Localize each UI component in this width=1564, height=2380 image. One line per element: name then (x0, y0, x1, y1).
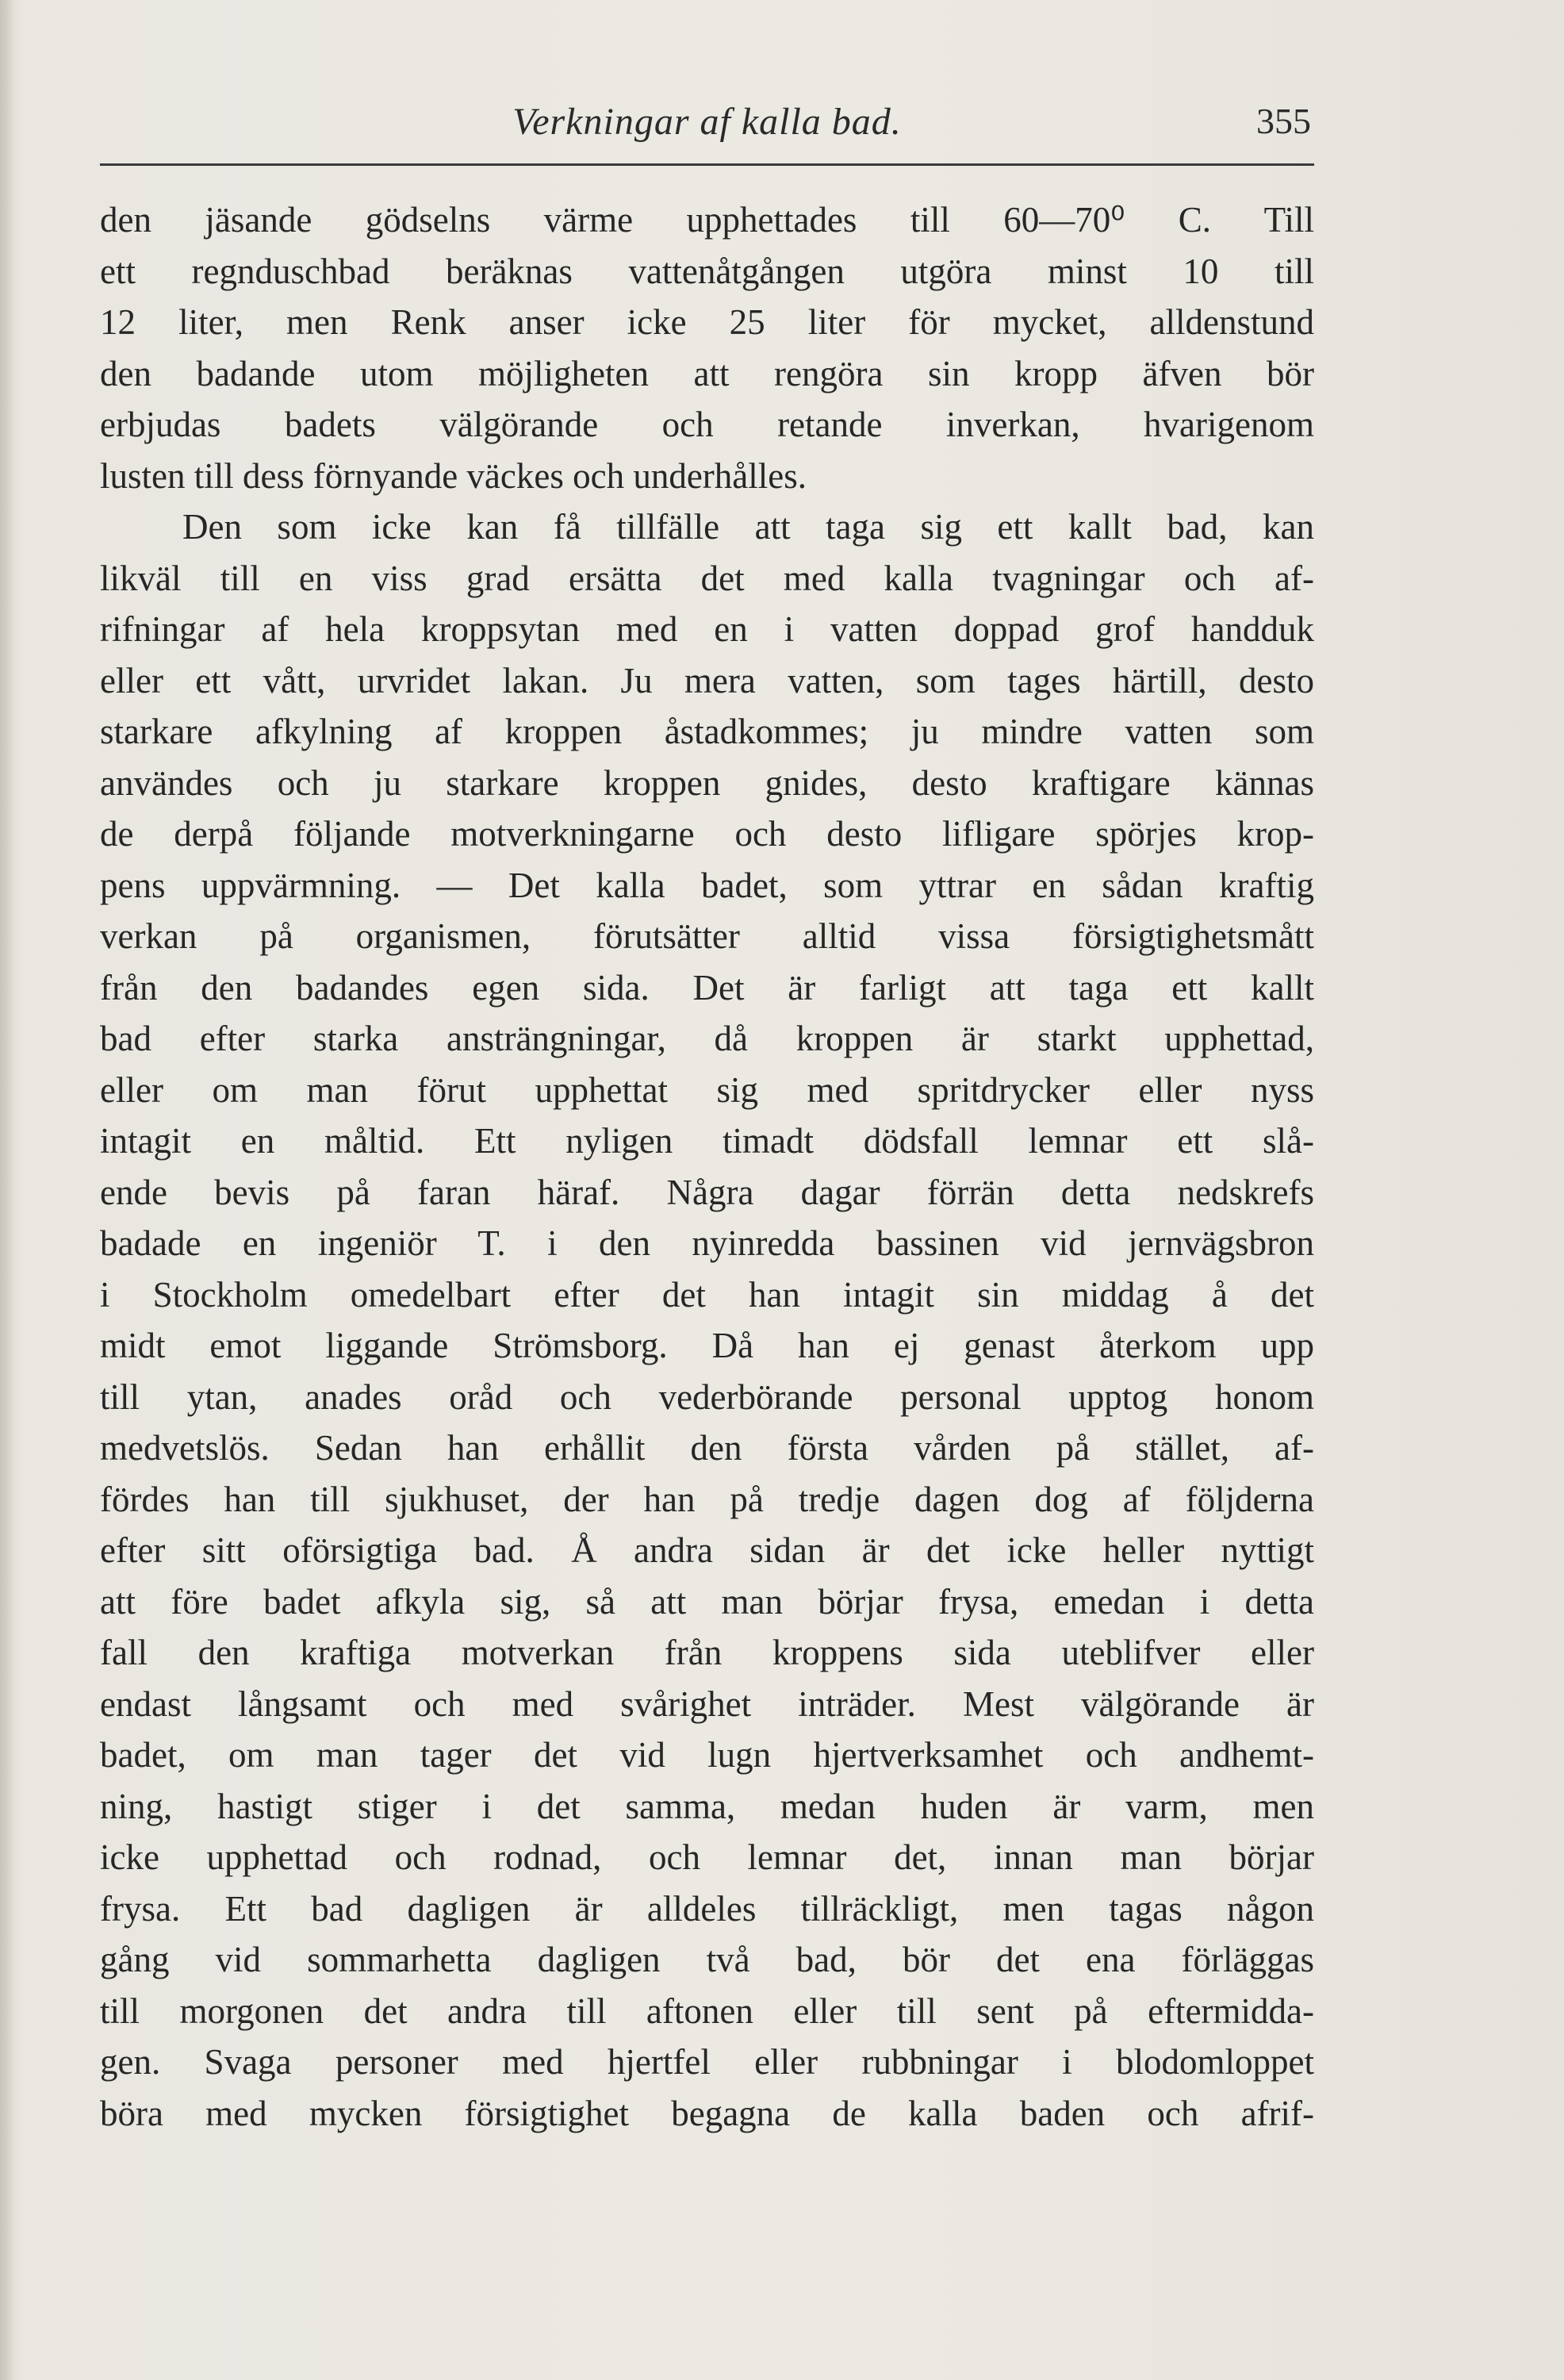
text-line: till ytan, anades oråd och vederbörande personal upptog honom (100, 1376, 1314, 1417)
text-line: till morgonen det andra till aftonen eller till sent på eftermidda- (100, 1990, 1314, 2031)
text-line: likväl till en viss grad ersätta det med kalla tvagningar och af- (100, 558, 1314, 598)
text-line: starkare afkylning af kroppen åstadkommes; ju mindre vatten som (100, 712, 1314, 751)
header-rule (100, 163, 1314, 166)
page-number: 355 (1256, 101, 1311, 141)
text-line: pens uppvärmning. — Det kalla badet, som yttrar en sådan kraftig (100, 865, 1314, 905)
text-line: böra med mycken försigtighet begagna de kalla baden och afrif- (100, 2093, 1314, 2133)
text-line: intagit en måltid. Ett nyligen timadt dödsfall lemnar ett slå- (100, 1121, 1314, 1161)
text-line: erbjudas badets välgörande och retande inverkan, hvarigenom (100, 405, 1314, 444)
text-line: de derpå följande motverkningarne och desto lifligare spörjes krop- (100, 814, 1314, 854)
text-line: ning, hastigt stiger i det samma, medan huden är varm, men (100, 1786, 1314, 1826)
text-line: eller om man förut upphettat sig med spritdrycker eller nyss (100, 1069, 1314, 1110)
text-line: bad efter starka ansträngningar, då kroppen är starkt upphettad, (100, 1019, 1314, 1058)
text-line: badet, om man tager det vid lugn hjertverksamhet och andhemt- (100, 1735, 1314, 1775)
text-line: badade en ingeniör T. i den nyinredda bassinen vid jernvägsbron (100, 1223, 1314, 1263)
text-line: medvetslös. Sedan han erhållit den första vården på stället, af- (100, 1428, 1314, 1468)
text-line: 12 liter, men Renk anser icke 25 liter för mycket, alldenstund (100, 302, 1314, 342)
text-line: att före badet afkyla sig, så att man börjar frysa, emedan i detta (100, 1581, 1314, 1622)
text-line: ende bevis på faran häraf. Några dagar förrän detta nedskrefs (100, 1172, 1314, 1212)
text-line: den jäsande gödselns värme upphettades till 60—70⁰ C. Till (100, 200, 1314, 240)
text-line: lusten till dess förnyande väckes och underhålles. (100, 455, 807, 496)
text-line: i Stockholm omedelbart efter det han intagit sin middag å det (100, 1274, 1314, 1315)
body-text (100, 194, 1314, 2139)
text-line: fall den kraftiga motverkan från kroppens sida uteblifver eller (100, 1633, 1314, 1672)
text-line: fördes han till sjukhuset, der han på tredje dagen dog af följderna (100, 1479, 1314, 1519)
text-line: användes och ju starkare kroppen gnides, desto kraftigare kännas (100, 762, 1314, 803)
text-line: icke upphettad och rodnad, och lemnar det, innan man börjar (100, 1837, 1314, 1877)
text-line: den badande utom möjligheten att rengöra sin kropp äfven bör (100, 353, 1314, 393)
text-line: ett regnduschbad beräknas vattenåtgången utgöra minst 10 till (100, 251, 1314, 291)
page-header (100, 94, 1314, 167)
running-head: Verkningar af kalla bad. (512, 101, 902, 143)
text-line: rifningar af hela kroppsytan med en i vatten doppad grof handduk (100, 609, 1314, 649)
text-line: endast långsamt och med svårighet inträder. Mest välgörande är (100, 1683, 1314, 1724)
text-line: efter sitt oförsigtiga bad. Å andra sidan är det icke heller nyttigt (100, 1530, 1314, 1570)
text-line: midt emot liggande Strömsborg. Då han ej genast återkom upp (100, 1326, 1314, 1365)
text-line: gen. Svaga personer med hjertfel eller rubbningar i blodomloppet (100, 2042, 1314, 2082)
text-line: gång vid sommarhetta dagligen två bad, bör det ena förläggas (100, 1940, 1314, 1979)
text-line: Den som icke kan få tillfälle att taga sig ett kallt bad, kan (182, 507, 1314, 547)
text-line: eller ett vått, urvridet lakan. Ju mera vatten, som tages härtill, desto (100, 660, 1314, 701)
text-line: verkan på organismen, förutsätter alltid vissa försigtighetsmått (100, 916, 1314, 956)
text-line: frysa. Ett bad dagligen är alldeles tillräckligt, men tagas någon (100, 1888, 1314, 1929)
text-line: från den badandes egen sida. Det är farligt att taga ett kallt (100, 967, 1314, 1008)
